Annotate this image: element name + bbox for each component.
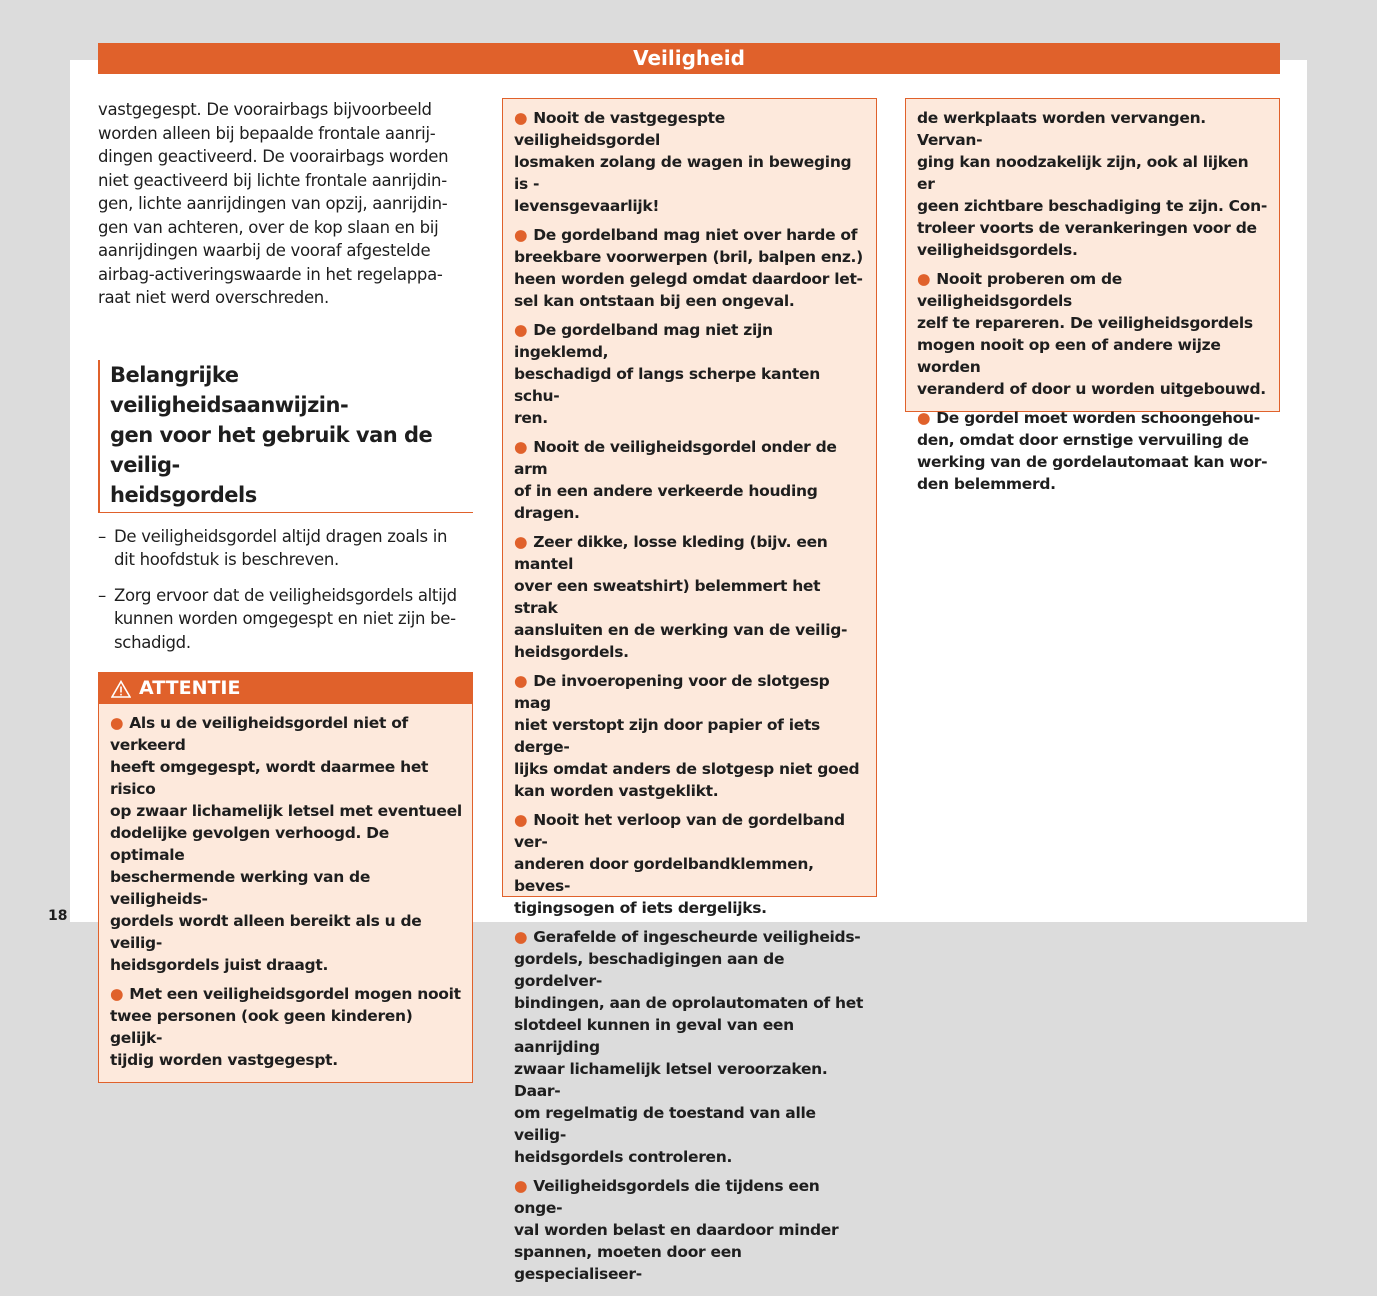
intro-paragraph: vastgegespt. De voorairbags bijvoorbeeld worden alleen bij bepaalde frontale aanrij- dingen geactiveerd. De voorairbags worden niet geactiveerd bij lichte frontale aanrijdin- gen, lichte aanrijdingen van opzij, aanrijdin- gen van achteren, over de kop slaan en bij aanrijdingen waarbij de vooraf afgestelde airbag-activeringswaarde in het regelappa- raat niet werd overschreden.	[98, 100, 449, 307]
warning-item-text: De invoeropening voor de slotgesp mag niet verstopt zijn door papier of iets derge- lijks omdat anders de slotgesp niet goed kan worden vastgeklikt.	[514, 672, 860, 800]
bullet-icon: ●	[514, 811, 528, 829]
page-number: 18	[48, 908, 68, 924]
warning-item-text: De gordelband mag niet over harde of breekbare voorwerpen (bril, balpen enz.) heen worden gelegd omdat daardoor let- sel kan ontstaan bij een ongeval.	[514, 226, 863, 310]
warning-item	[514, 1175, 866, 1285]
warning-item	[514, 107, 866, 217]
bullet-icon: ●	[514, 533, 528, 551]
column-1	[98, 98, 473, 1083]
bullet-icon: ●	[514, 1177, 528, 1195]
warning-box-continued-2	[905, 98, 1280, 493]
warning-triangle-icon	[111, 680, 131, 698]
list-item	[98, 584, 473, 655]
warning-item	[514, 926, 866, 1168]
warning-item	[917, 407, 1269, 495]
dash-bullet: –	[98, 526, 106, 546]
warning-item-text: Nooit proberen om de veiligheidsgordels zelf te repareren. De veiligheidsgordels mogen nooit op een of andere wijze worden veranderd of door u worden uitgebouwd.	[917, 270, 1266, 398]
bullet-icon: ●	[514, 438, 528, 456]
warning-box-continued	[502, 98, 877, 1283]
warning-item-text: Nooit de veiligheidsgordel onder de arm of in een andere verkeerde houding dragen.	[514, 438, 837, 522]
warning-item	[514, 436, 866, 524]
bullet-icon: ●	[917, 409, 931, 427]
warning-item	[514, 670, 866, 802]
warning-item: ● Als u de veiligheidsgordel niet of verkeerd heeft omgegespt, wordt daarmee het risico op zwaar lichamelijk letsel met eventueel dodelijke gevolgen verhoogd. De optimale beschermende werking van de veiligheids- gordels wordt alleen bereikt als u de veilig- heidsgordels juist draagt.	[110, 714, 462, 974]
warning-item-text: Veiligheidsgordels die tijdens een onge- val worden belast en daardoor minder spannen, moeten door een gespecialiseer-	[514, 1177, 839, 1283]
list-item-text: De veiligheidsgordel altijd dragen zoals in dit hoofdstuk is beschreven.	[114, 526, 448, 569]
bullet-icon: ●	[514, 226, 528, 244]
warning-box	[98, 672, 473, 1083]
warning-item-text: Zeer dikke, losse kleding (bijv. een mantel over een sweatshirt) belemmert het strak aansluiten en de werking van de veilig- heidsgordels.	[514, 533, 848, 661]
bullet-icon: ●	[514, 109, 528, 127]
warning-item	[917, 268, 1269, 400]
bullet-icon: ●	[514, 672, 528, 690]
section-header: Veiligheid	[98, 43, 1280, 74]
warning-item: ● Met een veiligheidsgordel mogen nooit twee personen (ook geen kinderen) gelijk- tijdig worden vastgegespt.	[110, 985, 461, 1069]
warning-title: ATTENTIE	[139, 677, 241, 699]
bullet-icon: ●	[917, 270, 931, 288]
continuation-text: de werkplaats worden vervangen. Vervan- ging kan noodzakelijk zijn, ook al lijken er geen zichtbare beschadiging te zijn. Con- troleer voorts de verankeringen voor de veiligheidsgordels.	[917, 109, 1267, 259]
list-item	[98, 525, 473, 572]
warning-header	[99, 673, 472, 704]
bullet-icon: ●	[514, 321, 528, 339]
warning-item-text: De gordelband mag niet zijn ingeklemd, beschadigd of langs scherpe kanten schu- ren.	[514, 321, 820, 427]
list-item-text: Zorg ervoor dat de veiligheidsgordels altijd kunnen worden omgegespt en niet zijn be- schadigd.	[114, 585, 457, 652]
dash-bullet: –	[98, 585, 106, 605]
warning-item	[514, 224, 866, 312]
warning-item-text: Gerafelde of ingescheurde veiligheids- gordels, beschadigingen aan de gordelver- bindingen, aan de oprolautomaten of het slotdeel kunnen in geval van een aanrijding zwaar lichamelijk letsel veroorzaken. Daar- om regelmatig de toestand van alle veilig- heidsgordels controleren.	[514, 928, 864, 1166]
bullet-icon: ●	[514, 928, 528, 946]
section-heading: Belangrijke veiligheidsaanwijzin- gen voor het gebruik van de veilig- heidsgordels	[98, 360, 473, 513]
warning-item-text: Nooit het verloop van de gordelband ver- anderen door gordelbandklemmen, beves- tigingsogen of iets dergelijks.	[514, 811, 845, 917]
warning-item-text: Nooit de vastgegespte veiligheidsgordel losmaken zolang de wagen in beweging is - levensgevaarlijk!	[514, 109, 852, 215]
warning-item-text: De gordel moet worden schoongehou- den, omdat door ernstige vervuiling de werking van de gordelautomaat kan wor- den belemmerd.	[917, 409, 1268, 493]
warning-item	[514, 319, 866, 429]
warning-item	[514, 809, 866, 919]
warning-item	[514, 531, 866, 663]
